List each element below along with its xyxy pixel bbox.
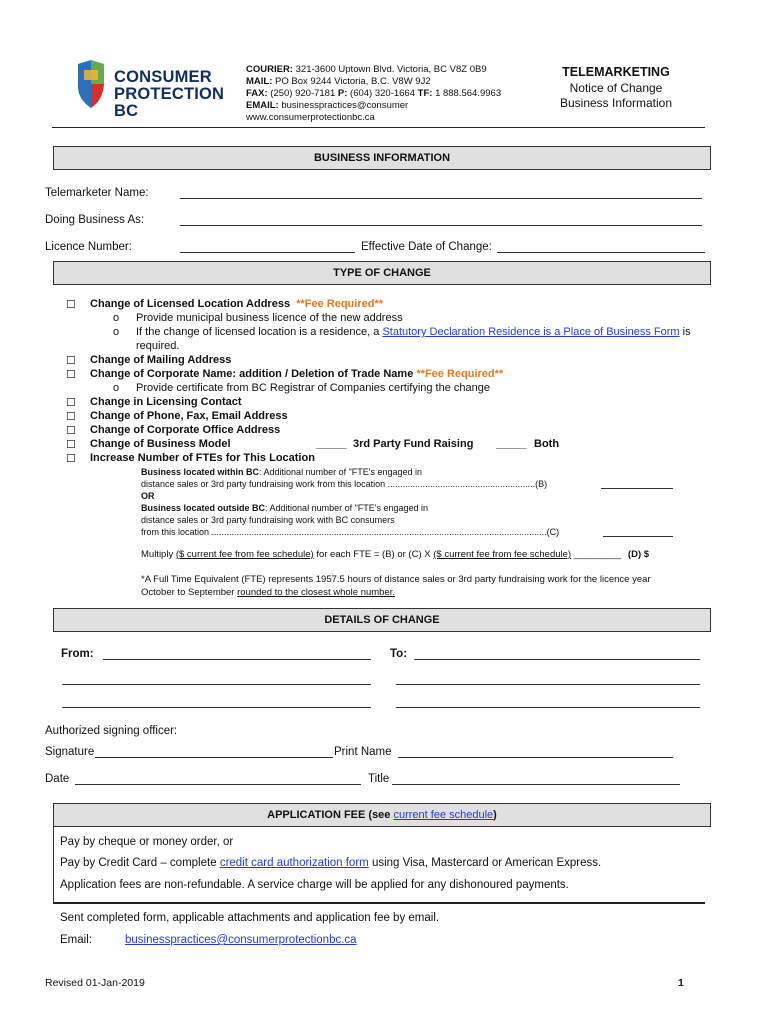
- fte-note-line2-under: rounded to the closest whole number.: [237, 587, 396, 598]
- licence-number-label: Licence Number:: [45, 241, 132, 253]
- telemarketer-name-label: Telemarketer Name:: [45, 187, 149, 199]
- outside-bc-line3: from this location ......................................................................................................................................(C): [141, 527, 560, 537]
- from-field-2[interactable]: [62, 684, 371, 685]
- to-field-1[interactable]: [414, 659, 700, 660]
- phone-value: (604) 320-1664: [350, 88, 415, 99]
- item-business-model-label: Change of Business Model: [90, 438, 231, 450]
- within-bc-label: Business located within BC: [141, 467, 260, 477]
- telemarketer-name-field[interactable]: [180, 198, 702, 199]
- submit-email-label: Email:: [60, 934, 92, 946]
- outside-bc-line2: distance sales or 3rd party fundraising work with BC consumers: [141, 515, 395, 525]
- fee-required-badge-2: **Fee Required**: [416, 368, 504, 380]
- dba-label: Doing Business As:: [45, 214, 145, 226]
- signature-field[interactable]: [95, 757, 333, 758]
- fee-line-2: [60, 857, 601, 869]
- field-c[interactable]: [603, 536, 673, 537]
- statutory-declaration-link[interactable]: Statutory Declaration Residence is a Place of Business Form: [382, 326, 680, 338]
- website-link[interactable]: www.consumerprotectionbc.ca: [246, 112, 375, 123]
- item-fte-label: Increase Number of FTEs for This Location: [90, 452, 315, 464]
- from-field-1[interactable]: [103, 659, 371, 660]
- fax-value: (250) 920-7181: [270, 88, 336, 99]
- checkbox-fte[interactable]: ☐: [66, 453, 76, 465]
- within-bc-text: : Additional number of "FTE's engaged in: [259, 467, 423, 477]
- to-field-3[interactable]: [396, 707, 700, 708]
- logo-line1: CONSUMER: [114, 68, 212, 86]
- fee-schedule-link-3[interactable]: current fee schedule: [393, 809, 494, 821]
- fte-note-line2-pre: October to September: [141, 587, 235, 598]
- fee-heading-pre: APPLICATION FEE (see: [267, 809, 391, 821]
- item-mailing-label: Change of Mailing Address: [90, 354, 232, 366]
- outside-bc-label: Business located outside BC: [141, 503, 266, 513]
- submit-line-1: Sent completed form, applicable attachments and application fee by email.: [60, 912, 440, 924]
- fte-note: [141, 573, 701, 599]
- licence-number-field[interactable]: [180, 252, 355, 253]
- signature-label: Signature: [45, 746, 95, 758]
- to-label: To:: [390, 648, 408, 660]
- application-fee-heading: [53, 803, 711, 827]
- fee-schedule-link-1[interactable]: ($ current fee from fee schedule): [175, 549, 314, 560]
- fee-line-2-pre: Pay by Credit Card – complete: [60, 857, 217, 869]
- credit-card-form-link[interactable]: credit card authorization form: [219, 857, 369, 869]
- bullet-icon: o: [113, 382, 120, 394]
- dba-field[interactable]: [180, 225, 702, 226]
- tollfree-label: TF:: [417, 88, 433, 99]
- page-number: 1: [678, 977, 684, 989]
- checkbox-business-model[interactable]: ☐: [66, 439, 76, 451]
- item-location-sub2-pre: If the change of licensed location is a residence, a: [136, 326, 380, 338]
- multiply-pre: Multiply: [141, 549, 174, 560]
- fee-line-1: Pay by cheque or money order, or: [60, 836, 234, 848]
- both-blank[interactable]: _____: [496, 438, 527, 450]
- both-option: Both: [534, 438, 560, 450]
- multiply-line: [141, 549, 649, 560]
- header-rule: [52, 127, 705, 128]
- details-heading: DETAILS OF CHANGE: [53, 608, 711, 632]
- print-name-label: Print Name: [334, 746, 392, 758]
- tollfree-value: 1 888.564.9963: [435, 88, 502, 99]
- fee-schedule-link-2[interactable]: ($ current fee from fee schedule): [433, 549, 572, 560]
- bullet-icon: o: [113, 326, 120, 338]
- checkbox-corporate-office[interactable]: ☐: [66, 425, 76, 437]
- form-title: TELEMARKETING: [562, 65, 670, 79]
- fte-note-line1: *A Full Time Equivalent (FTE) represents 1957.5 hours of distance sales or 3rd party fundraising work for the licence year: [141, 574, 651, 585]
- checkbox-location[interactable]: ☐: [66, 299, 76, 311]
- courier-label: COURIER:: [246, 64, 293, 75]
- mail-value: PO Box 9244 Victoria, B.C. V8W 9J2: [275, 76, 431, 87]
- outside-bc-text: : Additional number of "FTE's engaged in: [265, 503, 429, 513]
- fund-raising-blank[interactable]: _____: [316, 438, 347, 450]
- item-corporate-office-label: Change of Corporate Office Address: [90, 424, 281, 436]
- field-d-label: (D) $: [627, 549, 650, 560]
- logo-line2: PROTECTION BC: [114, 85, 225, 120]
- checkbox-mailing[interactable]: ☐: [66, 355, 76, 367]
- item-location-label: Change of Licensed Location Address: [90, 298, 291, 310]
- print-name-field[interactable]: [398, 757, 673, 758]
- from-field-3[interactable]: [62, 707, 371, 708]
- mail-label: MAIL:: [246, 76, 273, 87]
- title-field[interactable]: [392, 784, 680, 785]
- fax-label: FAX:: [246, 88, 268, 99]
- from-label: From:: [61, 648, 94, 660]
- or-label: OR: [141, 491, 155, 501]
- checkbox-corporate-name[interactable]: ☐: [66, 369, 76, 381]
- bullet-icon: o: [113, 312, 120, 324]
- form-subtitle-2: Business Information: [559, 96, 673, 110]
- date-field[interactable]: [75, 784, 361, 785]
- effective-date-label: Effective Date of Change:: [361, 241, 492, 253]
- item-phone-fax-email-label: Change of Phone, Fax, Email Address: [90, 410, 288, 422]
- revised-date: Revised 01-Jan-2019: [45, 977, 145, 989]
- fee-required-badge-1: **Fee Required**: [296, 298, 384, 310]
- item-location-sub2-post: is: [682, 326, 691, 338]
- date-label: Date: [45, 773, 70, 785]
- item-corporate-name-label: Change of Corporate Name: addition / Deletion of Trade Name: [90, 368, 414, 380]
- item-location-sub1: Provide municipal business licence of the new address: [136, 312, 403, 324]
- checkbox-phone-fax-email[interactable]: ☐: [66, 411, 76, 423]
- email-value: businesspractices@consumer: [281, 100, 409, 111]
- checkbox-licensing-contact[interactable]: ☐: [66, 397, 76, 409]
- item-licensing-contact-label: Change in Licensing Contact: [90, 396, 242, 408]
- title-label: Title: [368, 773, 390, 785]
- phone-label: P:: [337, 88, 348, 99]
- fte-detail-block: [141, 466, 711, 538]
- field-d-blank[interactable]: _________: [573, 549, 622, 560]
- within-bc-line2: distance sales or 3rd party fundraising work from this location ...........................................................(B): [141, 479, 548, 489]
- effective-date-field[interactable]: [497, 252, 705, 253]
- item-corporate-name-sub1: Provide certificate from BC Registrar of Companies certifying the change: [136, 382, 490, 394]
- form-title-block: [540, 65, 692, 110]
- multiply-mid: for each FTE = (B) or (C) X: [316, 549, 431, 560]
- field-b[interactable]: [601, 488, 673, 489]
- item-location-sub2-cont: required.: [136, 340, 180, 352]
- contact-block: [246, 64, 546, 124]
- fund-raising-option: 3rd Party Fund Raising: [353, 438, 474, 450]
- form-subtitle-1: Notice of Change: [569, 81, 663, 95]
- type-of-change-heading: TYPE OF CHANGE: [53, 261, 711, 285]
- email-label: EMAIL:: [246, 100, 279, 111]
- shield-logo-icon: [76, 60, 106, 110]
- fee-line-2-post: using Visa, Mastercard or American Express.: [371, 857, 602, 869]
- business-info-heading: BUSINESS INFORMATION: [53, 146, 711, 170]
- logo: [76, 60, 236, 120]
- authorized-officer-label: Authorized signing officer:: [45, 725, 178, 737]
- fee-line-3: Application fees are non-refundable. A service charge will be applied for any dishonoured payments.: [60, 879, 569, 891]
- courier-value: 321-3600 Uptown Blvd. Victoria, BC V8Z 0B9: [295, 64, 487, 75]
- fee-heading-post: ): [493, 809, 497, 821]
- to-field-2[interactable]: [396, 684, 700, 685]
- submit-email-link[interactable]: businesspractices@consumerprotectionbc.ca: [125, 934, 357, 946]
- submit-rule: [53, 902, 705, 904]
